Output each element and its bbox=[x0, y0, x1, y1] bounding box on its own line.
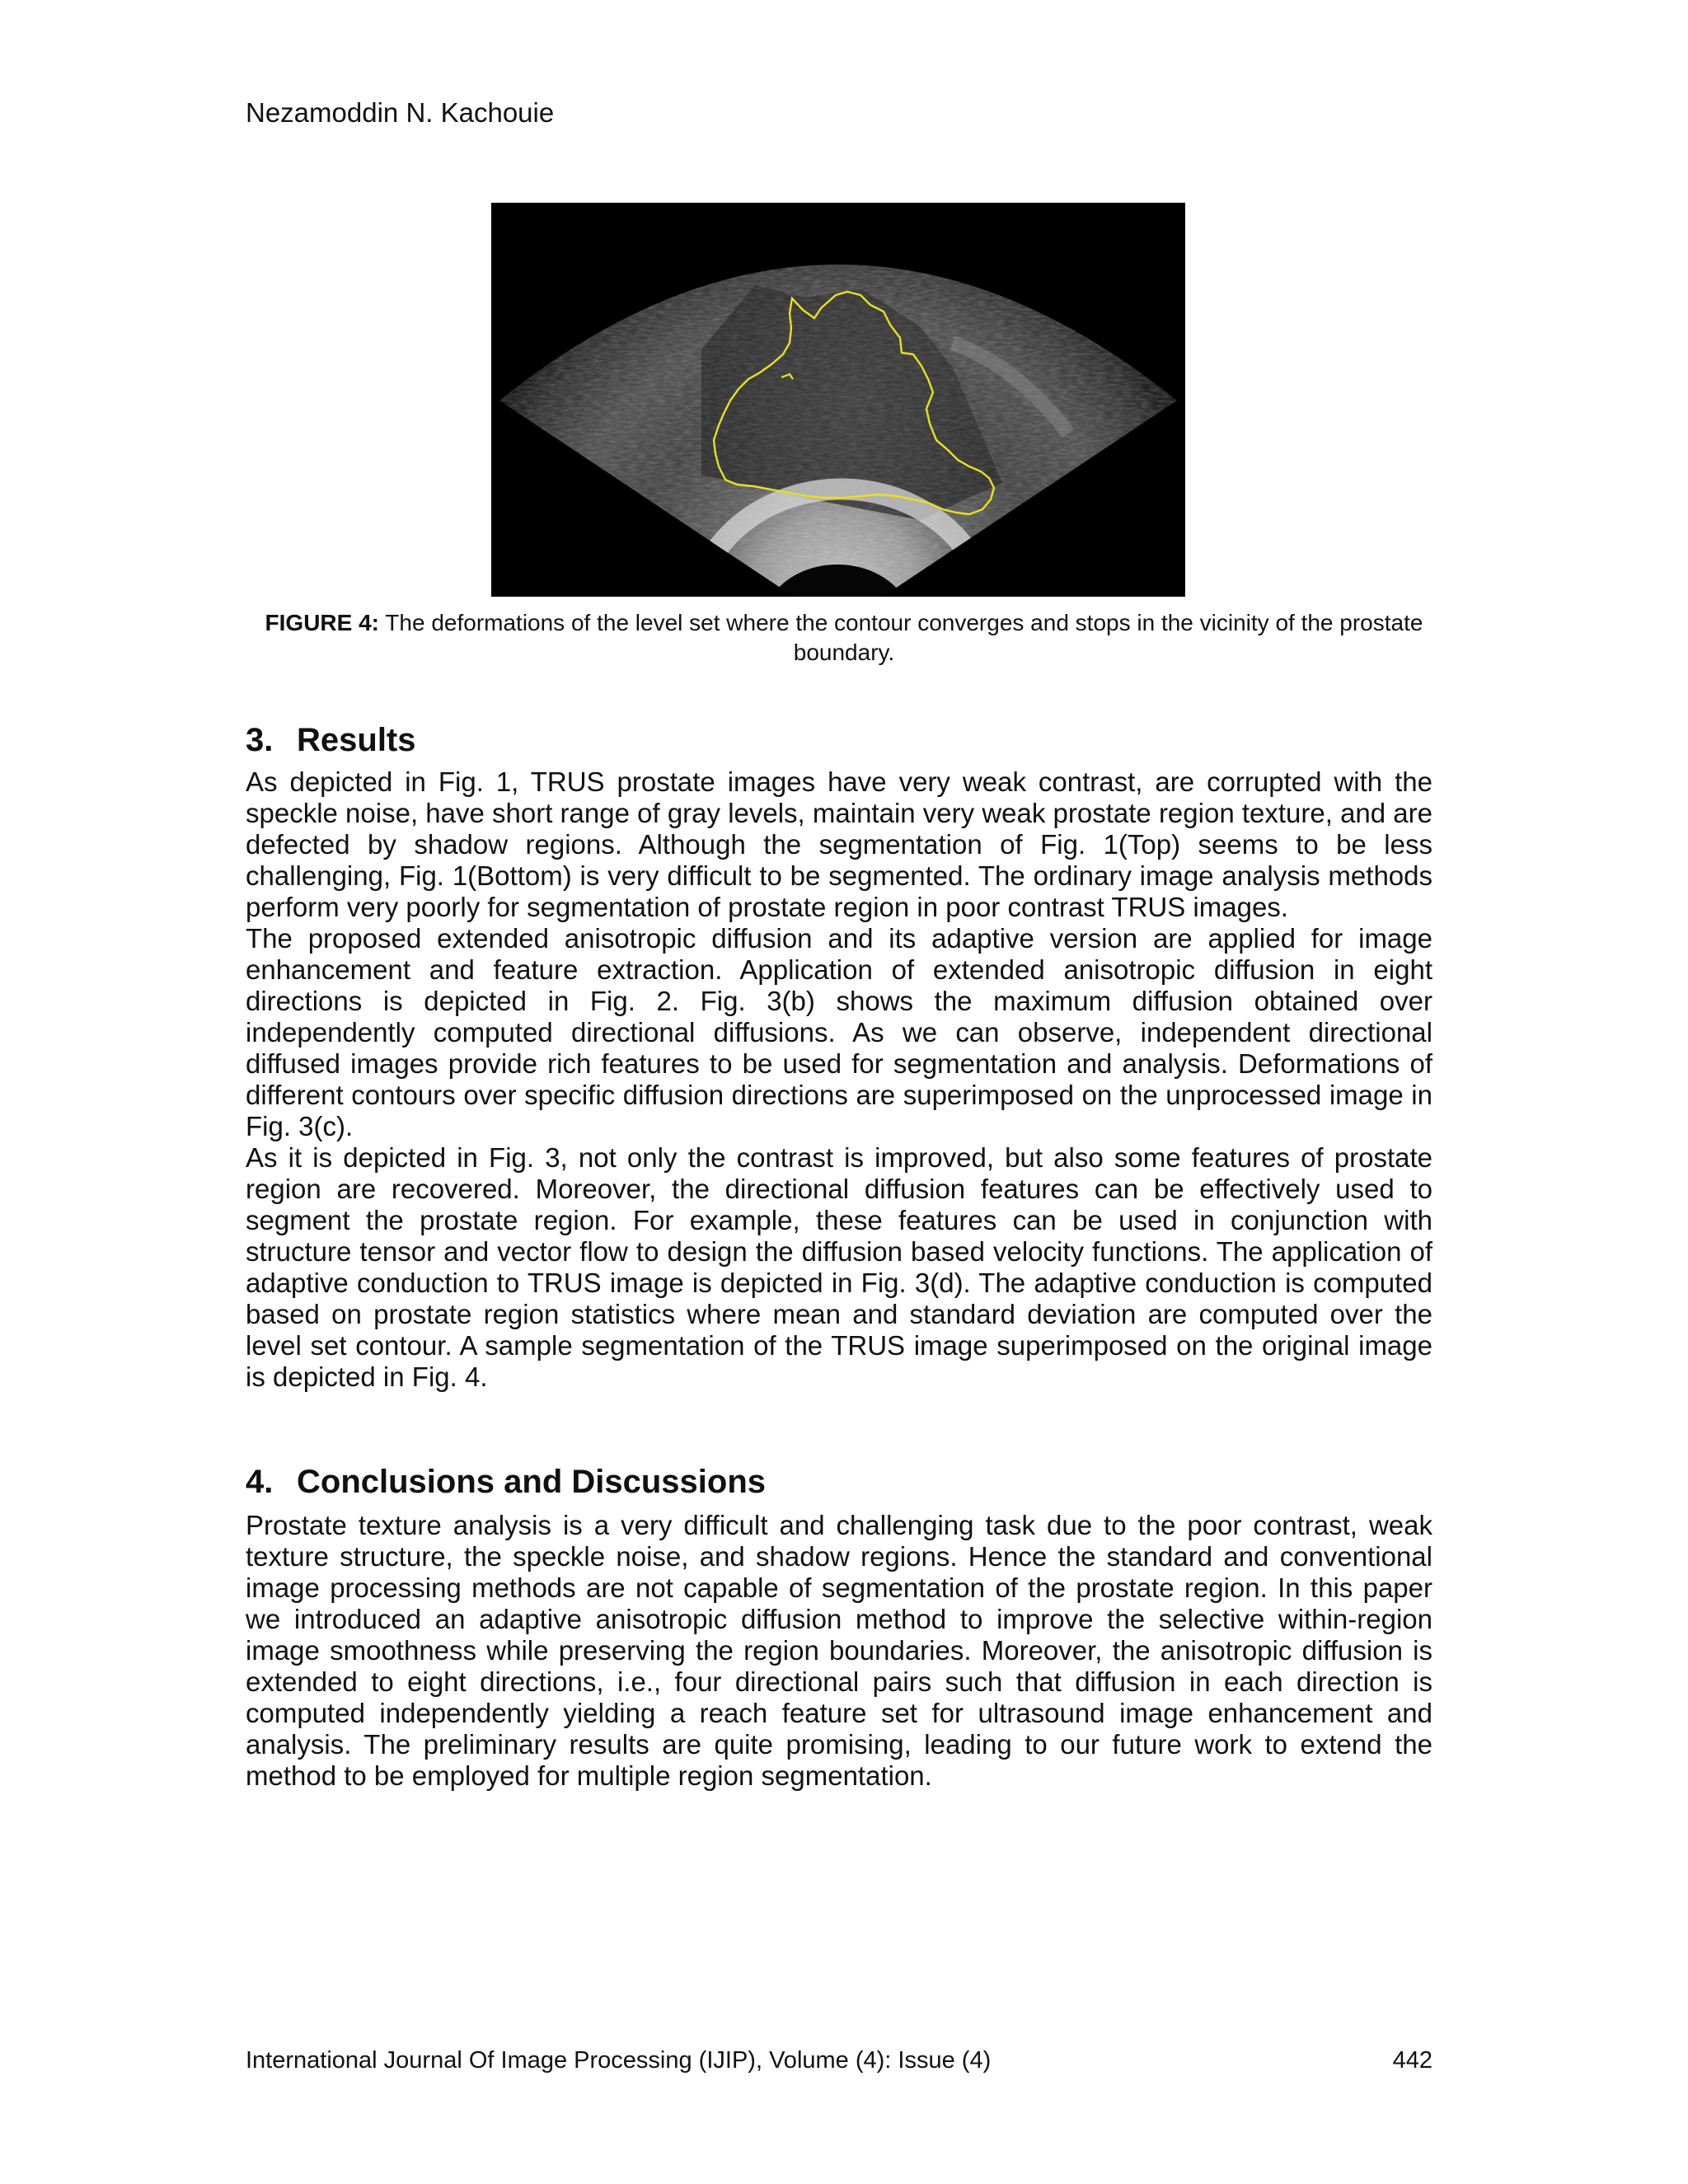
section-heading-conclusions bbox=[246, 1464, 766, 1501]
trus-ultrasound-image bbox=[491, 203, 1185, 597]
ultrasound-figure bbox=[491, 203, 1185, 597]
paragraph: The proposed extended anisotropic diffusion and its adaptive version are applied for image enhancement and feature extraction. Application of extended anisotropic diffusion in eight directions is depicted in Fig. 2. Fig. 3(b) shows the maximum diffusion obtained over independently computed directional diffusions. As we can observe, independent directional diffused images provide rich features to be used for segmentation and analysis. Deformations of different contours over specific diffusion directions are superimposed on the unprocessed image in Fig. 3(c). bbox=[246, 923, 1432, 1141]
figure-caption bbox=[264, 608, 1424, 668]
section-number: 4. bbox=[246, 1464, 274, 1500]
conclusions-body bbox=[246, 1510, 1432, 1792]
page-footer bbox=[246, 2047, 1432, 2074]
section-title-text: Results bbox=[297, 722, 416, 758]
running-header-author: Nezamoddin N. Kachouie bbox=[246, 97, 555, 128]
figure-label: FIGURE 4: bbox=[265, 610, 380, 635]
paragraph: As it is depicted in Fig. 3, not only the contrast is improved, but also some features of prostate region are recovered. Moreover, the directional diffusion features can be effectively used to segment the prostate region. For example, these features can be used in conjunction with structure tensor and vector flow to design the diffusion based velocity functions. The application of adaptive conduction to TRUS image is depicted in Fig. 3(d). The adaptive conduction is computed based on prostate region statistics where mean and standard deviation are computed over the level set contour. A sample segmentation of the TRUS image superimposed on the original image is depicted in Fig. 4. bbox=[246, 1142, 1432, 1392]
results-body bbox=[246, 766, 1432, 1393]
section-title-text: Conclusions and Discussions bbox=[297, 1464, 767, 1500]
footer-journal: International Journal Of Image Processing (IJIP), Volume (4): Issue (4) bbox=[246, 2047, 992, 2074]
section-heading-results bbox=[246, 722, 416, 759]
figure-caption-text: The deformations of the level set where the contour converges and stops in the vicinity of the prostate boundary. bbox=[385, 610, 1423, 665]
paragraph: Prostate texture analysis is a very difficult and challenging task due to the poor contrast, weak texture structure, the speckle noise, and shadow regions. Hence the standard and conventional image processing methods are not capable of segmentation of the prostate region. In this paper we introduced an adaptive anisotropic diffusion method to improve the selective within-region image smoothness while preserving the region boundaries. Moreover, the anisotropic diffusion is extended to eight directions, i.e., four directional pairs such that diffusion in each direction is computed independently yielding a reach feature set for ultrasound image enhancement and analysis. The preliminary results are quite promising, leading to our future work to extend the method to be employed for multiple region segmentation. bbox=[246, 1510, 1432, 1791]
section-number: 3. bbox=[246, 722, 274, 758]
paragraph: As depicted in Fig. 1, TRUS prostate images have very weak contrast, are corrupted with the speckle noise, have short range of gray levels, maintain very weak prostate region texture, and are defected by shadow regions. Although the segmentation of Fig. 1(Top) seems to be less challenging, Fig. 1(Bottom) is very difficult to be segmented. The ordinary image analysis methods perform very poorly for segmentation of prostate region in poor contrast TRUS images. bbox=[246, 766, 1432, 922]
page-number: 442 bbox=[1392, 2047, 1432, 2074]
